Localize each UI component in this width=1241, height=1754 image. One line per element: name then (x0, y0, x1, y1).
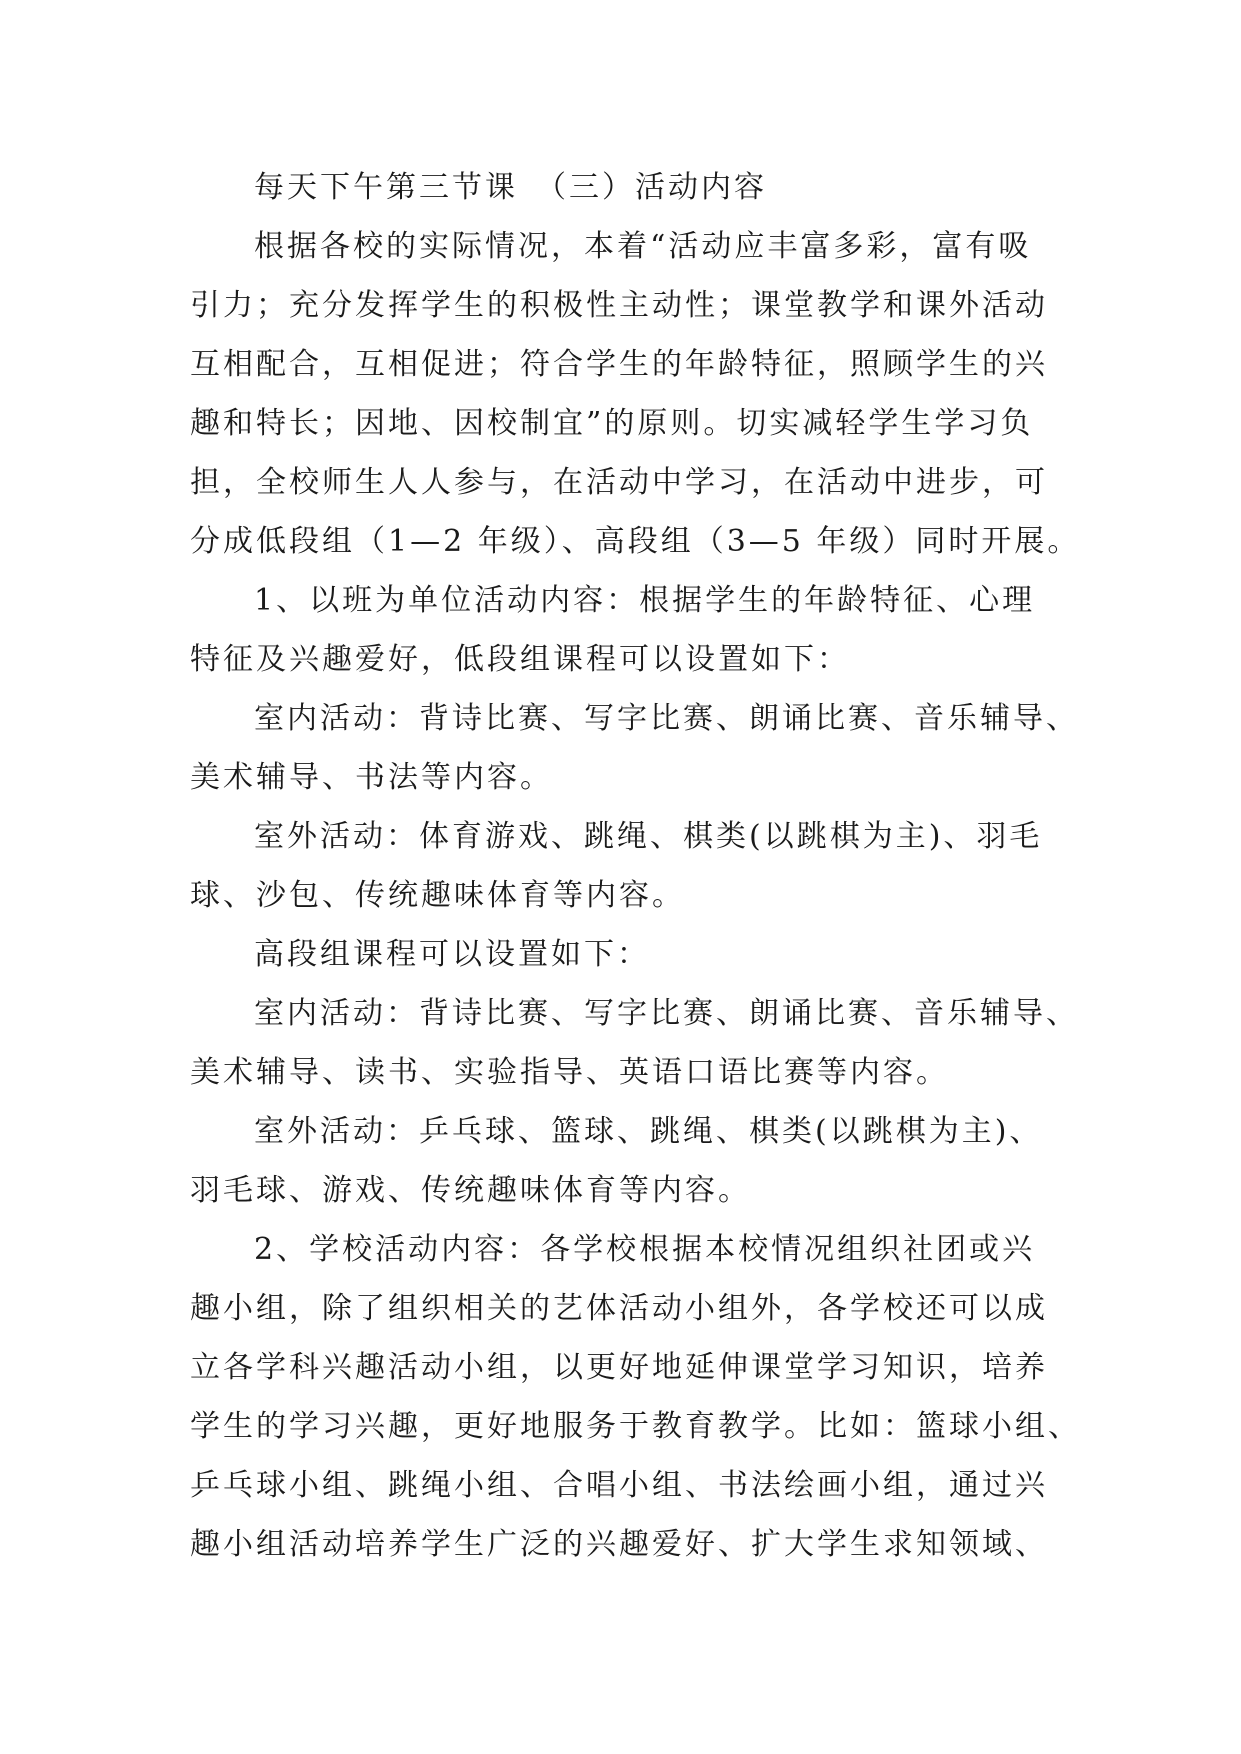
text-line: 2、学校活动内容：各学校根据本校情况组织社团或兴 (254, 1232, 1036, 1267)
text-line: 1、以班为单位活动内容：根据学生的年龄特征、心理 (254, 583, 1036, 618)
text-line: 趣小组，除了组织相关的艺体活动小组外，各学校还可以成 (190, 1291, 1048, 1326)
text-line: 室内活动：背诗比赛、写字比赛、朗诵比赛、音乐辅导、 (254, 701, 1079, 736)
text-line: 担，全校师生人人参与，在活动中学习，在活动中进步，可 (190, 465, 1048, 500)
text-line: 趣和特长；因地、因校制宜”的原则。切实减轻学生学习负 (190, 406, 1034, 441)
text-line: 美术辅导、书法等内容。 (190, 760, 553, 795)
text-line: 引力；充分发挥学生的积极性主动性；课堂教学和课外活动 (190, 288, 1048, 323)
text-line: 美术辅导、读书、实验指导、英语口语比赛等内容。 (190, 1055, 949, 1090)
document-body (190, 158, 1081, 1574)
text-line: 室外活动：体育游戏、跳绳、棋类(以跳棋为主)、羽毛 (254, 819, 1043, 854)
text-line: 室内活动：背诗比赛、写字比赛、朗诵比赛、音乐辅导、 (254, 996, 1079, 1031)
text-line: 立各学科兴趣活动小组，以更好地延伸课堂学习知识，培养 (190, 1350, 1048, 1385)
text-line: 趣小组活动培养学生广泛的兴趣爱好、扩大学生求知领域、 (190, 1527, 1048, 1562)
text-line: 分成低段组（1—2 年级）、高段组（3—5 年级）同时开展。 (190, 524, 1081, 559)
text-line: 球、沙包、传统趣味体育等内容。 (190, 878, 685, 913)
text-line: 学生的学习兴趣，更好地服务于教育教学。比如：篮球小组、 (190, 1409, 1081, 1444)
text-line: 特征及兴趣爱好，低段组课程可以设置如下： (190, 642, 850, 677)
text-line: 室外活动：乒乓球、篮球、跳绳、棋类(以跳棋为主)、 (254, 1114, 1043, 1149)
text-line: 高段组课程可以设置如下： (254, 937, 650, 972)
text-line: 每天下午第三节课 （三）活动内容 (254, 170, 767, 205)
text-line: 根据各校的实际情况，本着“活动应丰富多彩，富有吸 (254, 229, 1032, 264)
text-line: 互相配合，互相促进；符合学生的年龄特征，照顾学生的兴 (190, 347, 1048, 382)
text-line: 乒乓球小组、跳绳小组、合唱小组、书法绘画小组，通过兴 (190, 1468, 1048, 1503)
text-line: 羽毛球、游戏、传统趣味体育等内容。 (190, 1173, 751, 1208)
